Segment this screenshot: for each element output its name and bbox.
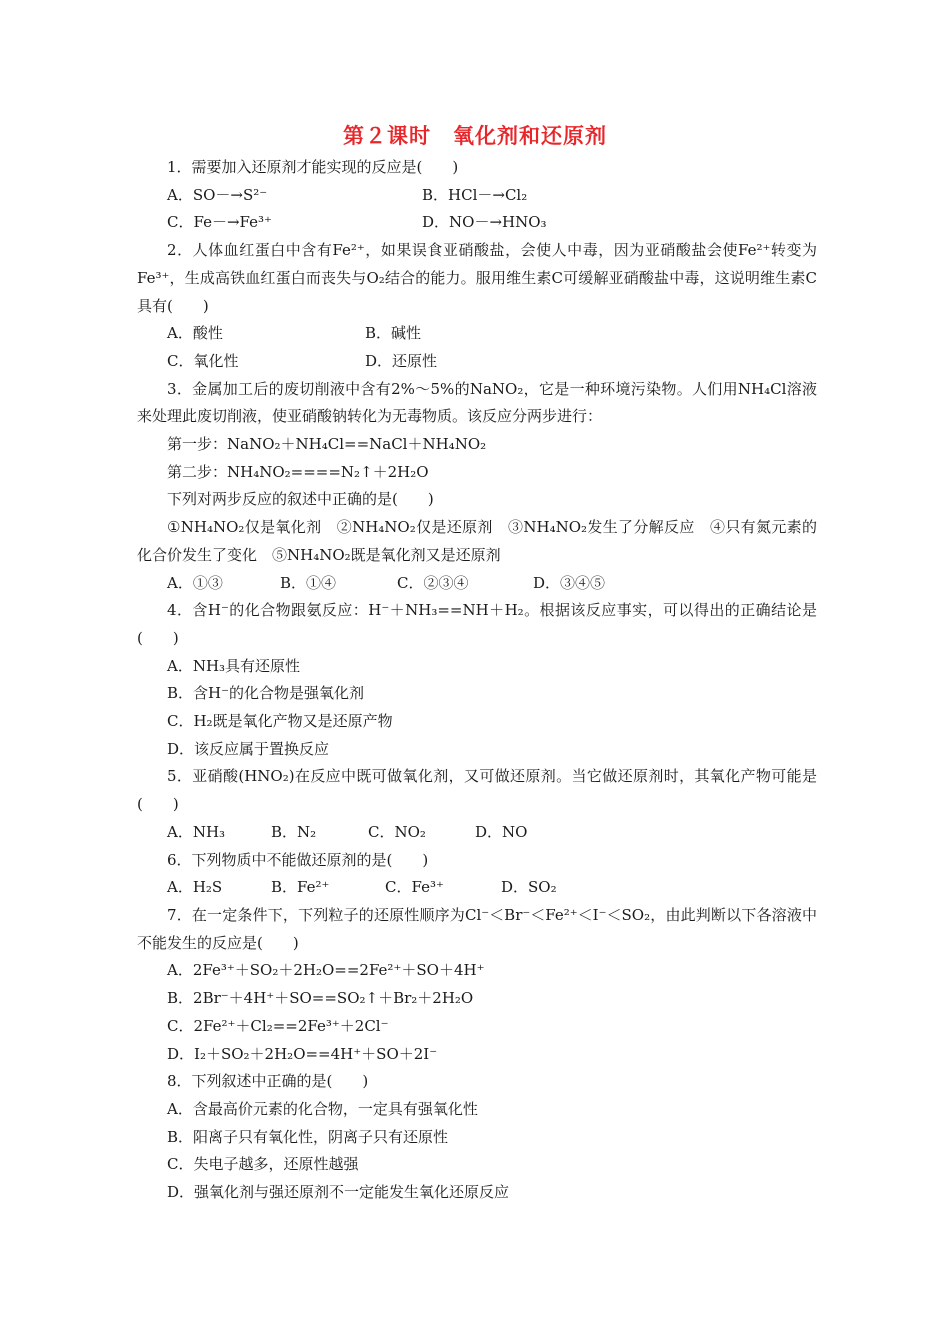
question-list [137,154,817,1207]
q7-stem: 7．在一定条件下，下列粒子的还原性顺序为Cl⁻＜Br⁻＜Fe²⁺＜I⁻＜SO₂，由此判断以下各溶液中不能发生的反应是( ) [137,905,817,952]
q2-options-row1 [137,320,817,348]
q3-option-a: A．①③ [167,573,223,592]
q7-option-b: B．2Br⁻＋4H⁺＋SO==SO₂↑＋Br₂＋2H₂O [167,989,474,1008]
q6-option-d: D．SO₂ [501,878,557,897]
q3-statements: ①NH₄NO₂仅是氧化剂 ②NH₄NO₂仅是还原剂 ③NH₄NO₂发生了分解反应 ④只有氮元素的化合价发生了变化 ⑤NH₄NO₂既是氧化剂又是还原剂 [137,518,817,564]
q4-option-b: B．含H⁻的化合物是强氧化剂 [167,684,365,703]
q8-option-a: A．含最高价元素的化合物，一定具有强氧化性 [167,1099,478,1118]
q4-option-a: A．NH₃具有还原性 [167,656,301,675]
q4-stem: 4．含H⁻的化合物跟氨反应：H⁻＋NH₃==NH＋H₂。根据该反应事实，可以得出的正确结论是( ) [137,601,817,647]
q2-option-a: A．酸性 [167,324,223,343]
q5-option-c: C．NO₂ [368,822,426,841]
q5-option-b: B．N₂ [271,822,317,841]
q5-option-a: A．NH₃ [167,822,226,841]
q3-option-b: B．①④ [280,573,337,592]
q8-stem: 8．下列叙述中正确的是( ) [167,1072,369,1091]
q1-options-row1 [137,182,817,210]
q8-option-c: C．失电子越多，还原性越强 [167,1155,359,1174]
q2-stem: 2．人体血红蛋白中含有Fe²⁺，如果误食亚硝酸盐，会使人中毒，因为亚硝酸盐会使Fe²⁺转变为Fe³⁺，生成高铁血红蛋白而丧失与O₂结合的能力。服用维生素C可缓解亚硝酸盐中毒，这说明维生素C具有( ) [137,241,817,315]
q1-option-b: B．HCl－→Cl₂ [422,185,528,204]
q7-option-a: A．2Fe³⁺＋SO₂＋2H₂O==2Fe²⁺＋SO＋4H⁺ [167,961,485,980]
q1-options-row2 [137,209,817,237]
q7-option-d: D．I₂＋SO₂＋2H₂O==4H⁺＋SO＋2I⁻ [167,1044,438,1063]
page-title: 第２课时 氧化剂和还原剂 [343,124,607,148]
q1-stem: 1．需要加入还原剂才能实现的反应是( ) [167,158,459,176]
q3-options [137,570,817,598]
q2-option-c: C．氧化性 [167,351,239,370]
q3-step1: 第一步：NaNO₂＋NH₄Cl==NaCl＋NH₄NO₂ [167,435,487,454]
q8-option-b: B．阳离子只有氧化性，阴离子只有还原性 [167,1127,449,1146]
q1-option-d: D．NO－→HNO₃ [422,213,547,232]
q6-option-c: C．Fe³⁺ [385,878,444,897]
q6-option-b: B．Fe²⁺ [271,878,330,897]
q4-option-c: C．H₂既是氧化产物又是还原产物 [167,712,393,731]
q5-option-d: D．NO [475,822,528,841]
q6-stem: 6．下列物质中不能做还原剂的是( ) [167,850,429,869]
q6-options [137,874,817,902]
q3-option-c: C．②③④ [397,573,469,592]
q2-option-b: B．碱性 [365,324,422,343]
q3-question: 下列对两步反应的叙述中正确的是( ) [167,490,434,509]
q5-stem: 5．亚硝酸(HNO₂)在反应中既可做氧化剂，又可做还原剂。当它做还原剂时，其氧化产物可能是( ) [137,767,817,814]
q2-options-row2 [137,348,817,376]
q3-step2: 第二步：NH₄NO₂====N₂↑＋2H₂O [167,462,429,481]
q3-option-d: D．③④⑤ [533,573,606,592]
q5-options [137,819,817,847]
q2-option-d: D．还原性 [365,351,438,370]
q4-option-d: D．该反应属于置换反应 [167,739,330,758]
q8-option-d: D．强氧化剂与强还原剂不一定能发生氧化还原反应 [167,1183,510,1202]
q7-option-c: C．2Fe²⁺＋Cl₂==2Fe³⁺＋2Cl⁻ [167,1016,389,1035]
q1-option-a: A．SO－→S²⁻ [167,185,268,204]
q1-option-c: C．Fe－→Fe³⁺ [167,213,272,232]
q3-stem: 3．金属加工后的废切削液中含有2%～5%的NaNO₂，它是一种环境污染物。人们用NH₄Cl溶液来处理此废切削液，使亚硝酸钠转化为无毒物质。该反应分两步进行： [137,379,817,426]
q6-option-a: A．H₂S [167,878,223,897]
